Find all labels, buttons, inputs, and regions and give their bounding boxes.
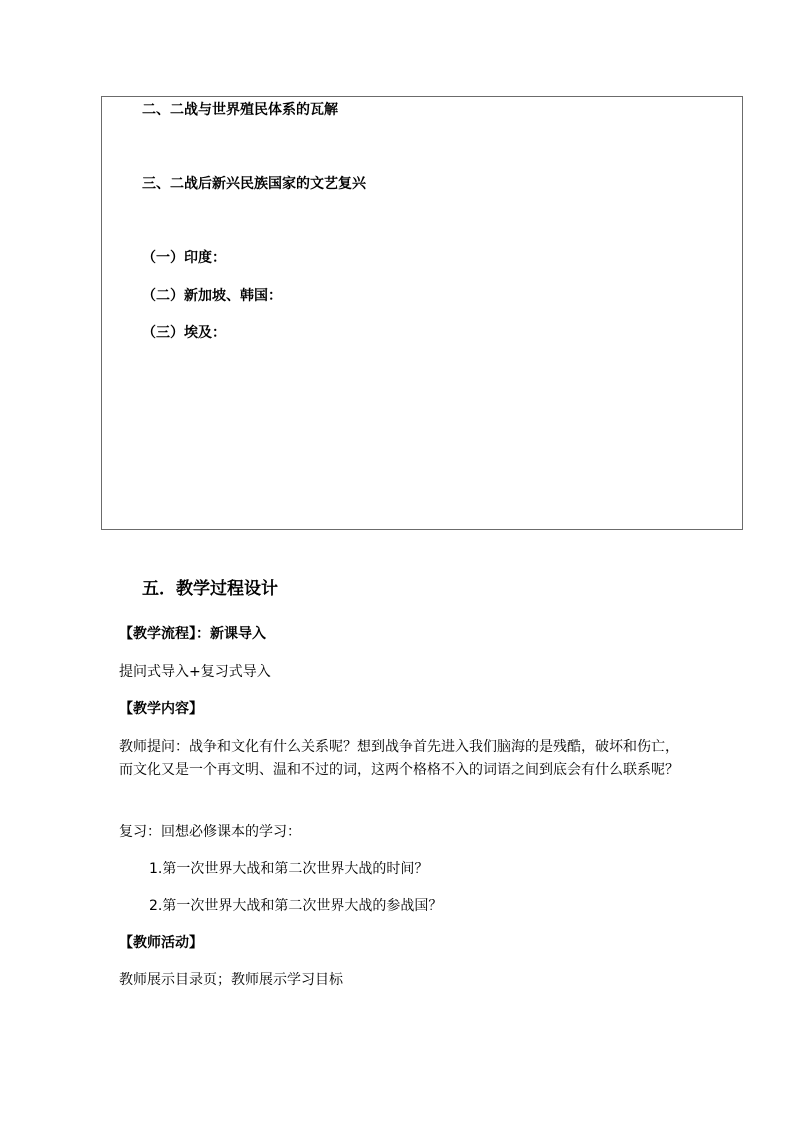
item-india: （一）印度： — [142, 250, 226, 266]
review-item-1: 1.第一次世界大战和第二次世界大战的时间？ — [149, 861, 429, 877]
item-egypt: （三）埃及： — [142, 325, 226, 341]
flow-label: 【教学流程】：新课导入 — [119, 626, 266, 642]
section-heading: 五．教学过程设计 — [142, 579, 278, 599]
content-box — [101, 96, 743, 530]
activity-text: 教师展示目录页；教师展示学习目标 — [119, 972, 343, 988]
section-3-title: 三、二战后新兴民族国家的文艺复兴 — [142, 176, 366, 192]
flow-text: 提问式导入+复习式导入 — [119, 664, 271, 680]
section-2-title: 二、二战与世界殖民体系的瓦解 — [142, 102, 338, 118]
teacher-question: 教师提问：战争和文化有什么关系呢？想到战争首先进入我们脑海的是残酷，破坏和伤亡，而文化又是一个再文明、温和不过的词，这两个格格不入的词语之间到底会有什么联系呢？ — [119, 739, 679, 778]
review-item-2: 2.第一次世界大战和第二次世界大战的参战国？ — [149, 898, 443, 914]
item-singapore-korea: （二）新加坡、韩国： — [142, 288, 282, 304]
activity-label: 【教师活动】 — [119, 935, 203, 951]
content-label: 【教学内容】 — [119, 701, 203, 717]
review-label: 复习：回想必修课本的学习： — [119, 824, 301, 840]
